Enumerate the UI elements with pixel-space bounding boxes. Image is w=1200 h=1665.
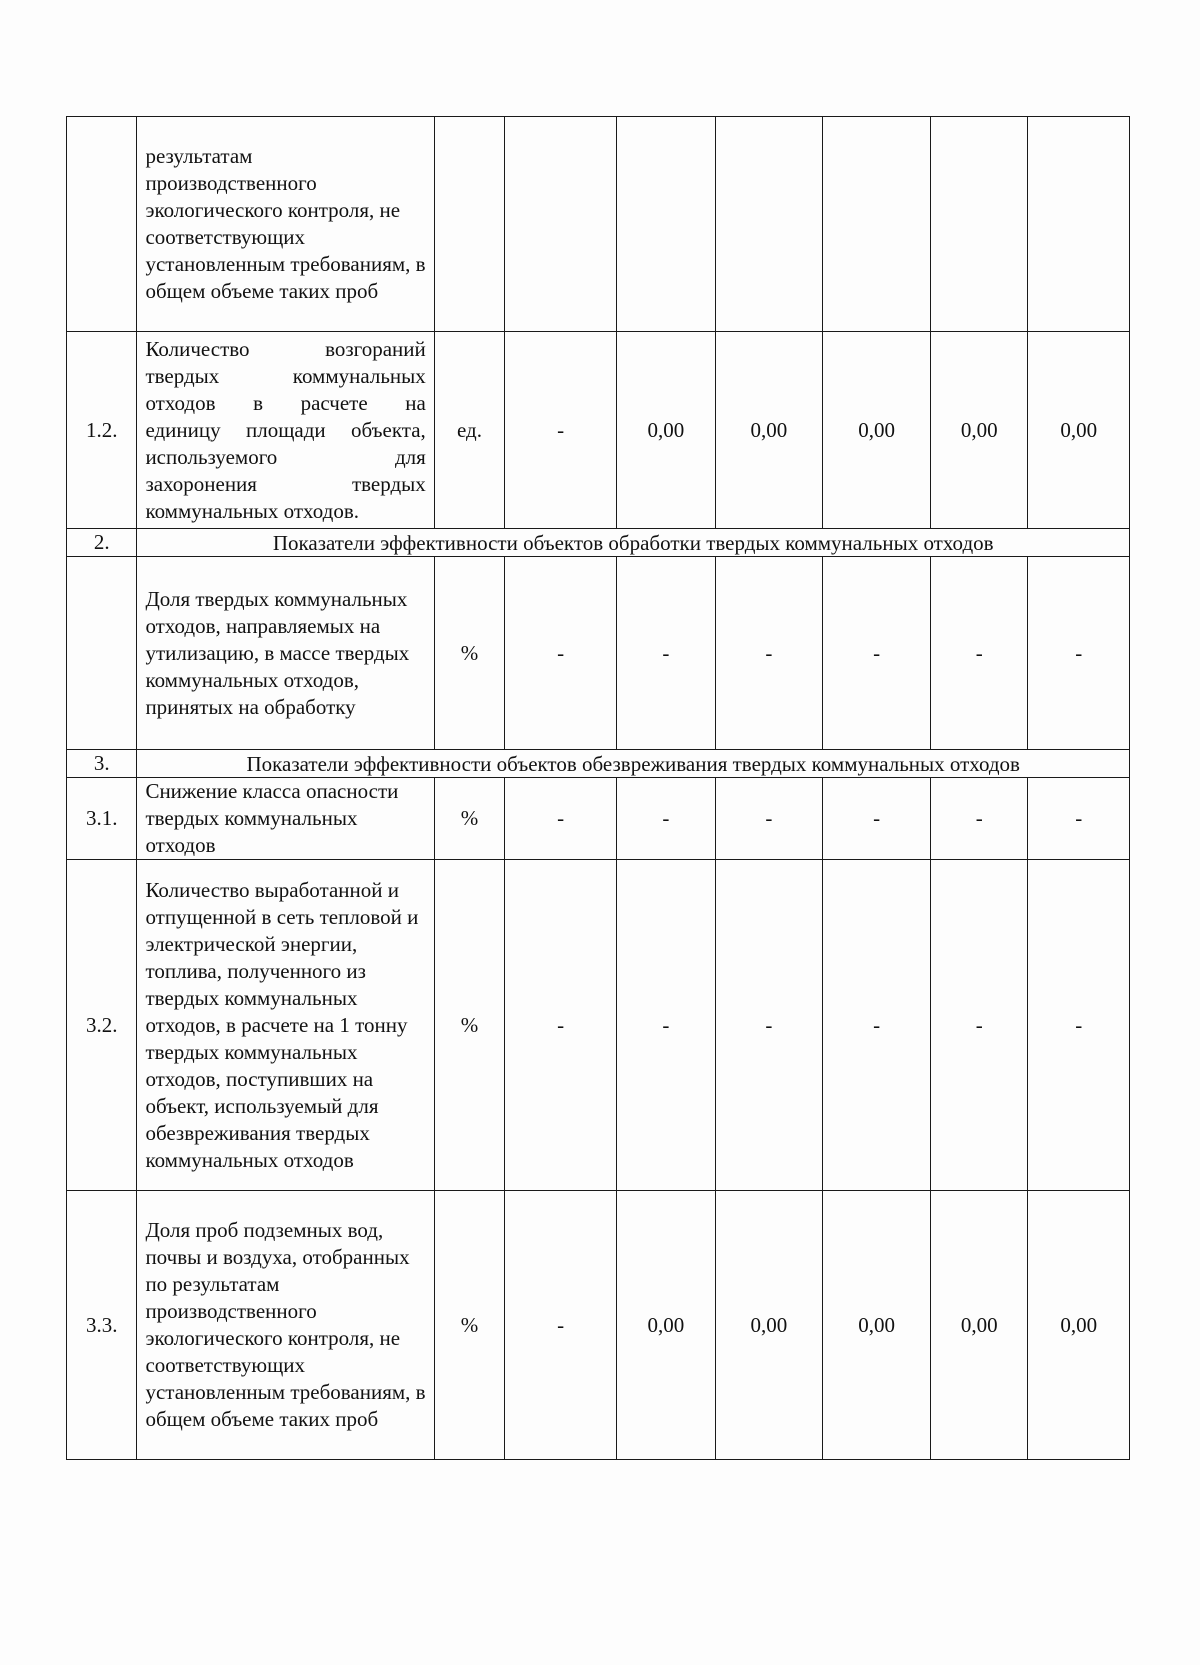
value-cell: 0,00 [715,332,823,529]
indicator-description: Снижение класса опасности твердых коммунальных отходов [137,778,434,860]
row-number: 3.2. [67,860,137,1191]
unit-cell: % [434,860,504,1191]
value-cell: - [715,860,823,1191]
value-cell: - [617,778,715,860]
indicator-description: Доля твердых коммунальных отходов, направляемых на утилизацию, в массе твердых коммунальных отходов, принятых на обработку [137,557,434,750]
table-row [67,557,1130,750]
value-cell: 0,00 [617,332,715,529]
table-row [67,860,1130,1191]
value-cell [715,117,823,332]
table-row [67,117,1130,332]
indicator-description: Количество выработанной и отпущенной в сеть тепловой и электрической энергии, топлива, полученного из твердых коммунальных отходов, в расчете на 1 тонну твердых коммунальных отходов, поступивших на объект, используемый для обезвреживания твердых коммунальных отходов [137,860,434,1191]
value-cell: - [505,1191,617,1460]
value-cell: - [505,332,617,529]
value-cell: - [1028,778,1130,860]
description-line: твердых коммунальных [145,363,426,388]
section-number: 2. [67,529,137,557]
indicator-description: результатам производственного экологического контроля, не соответствующих установленным требованиям, в общем объеме таких проб [137,117,434,332]
unit-cell [434,117,504,332]
value-cell: - [1028,860,1130,1191]
value-cell: 0,00 [617,1191,715,1460]
value-cell: - [823,860,931,1191]
value-cell: - [823,557,931,750]
value-cell [931,117,1028,332]
description-line: используемого для [145,444,426,469]
table-row [67,332,1130,529]
row-number: 1.2. [67,332,137,529]
section-title: Показатели эффективности объектов обезвреживания твердых коммунальных отходов [137,750,1130,778]
indicators-table [66,116,1130,1460]
unit-cell: % [434,778,504,860]
table-row [67,1191,1130,1460]
value-cell [1028,117,1130,332]
value-cell: - [931,557,1028,750]
description-line: единицу площади объекта, [145,417,426,442]
indicator-description [137,332,434,529]
value-cell: 0,00 [715,1191,823,1460]
unit-cell: ед. [434,332,504,529]
unit-cell: % [434,557,504,750]
section-row [67,529,1130,557]
section-row [67,750,1130,778]
value-cell [617,117,715,332]
section-title: Показатели эффективности объектов обработки твердых коммунальных отходов [137,529,1130,557]
value-cell: 0,00 [823,1191,931,1460]
unit-cell: % [434,1191,504,1460]
section-number: 3. [67,750,137,778]
value-cell: 0,00 [931,1191,1028,1460]
value-cell: - [505,778,617,860]
value-cell: - [715,778,823,860]
row-number [67,117,137,332]
value-cell: - [617,860,715,1191]
indicator-description: Доля проб подземных вод, почвы и воздуха, отобранных по результатам производственного экологического контроля, не соответствующих установленным требованиям, в общем объеме таких проб [137,1191,434,1460]
description-line: Количество возгораний [145,336,426,361]
value-cell: - [931,860,1028,1191]
value-cell: 0,00 [1028,1191,1130,1460]
value-cell: - [505,860,617,1191]
row-number: 3.1. [67,778,137,860]
row-number: 3.3. [67,1191,137,1460]
value-cell: - [1028,557,1130,750]
value-cell: - [617,557,715,750]
row-number [67,557,137,750]
value-cell: 0,00 [823,332,931,529]
description-line: захоронения твердых [145,471,426,496]
value-cell: 0,00 [1028,332,1130,529]
value-cell: - [505,557,617,750]
value-cell: - [823,778,931,860]
value-cell [505,117,617,332]
value-cell: - [715,557,823,750]
table-row [67,778,1130,860]
description-line: коммунальных отходов. [145,498,359,523]
description-line: отходов в расчете на [145,390,426,415]
value-cell [823,117,931,332]
value-cell: - [931,778,1028,860]
value-cell: 0,00 [931,332,1028,529]
